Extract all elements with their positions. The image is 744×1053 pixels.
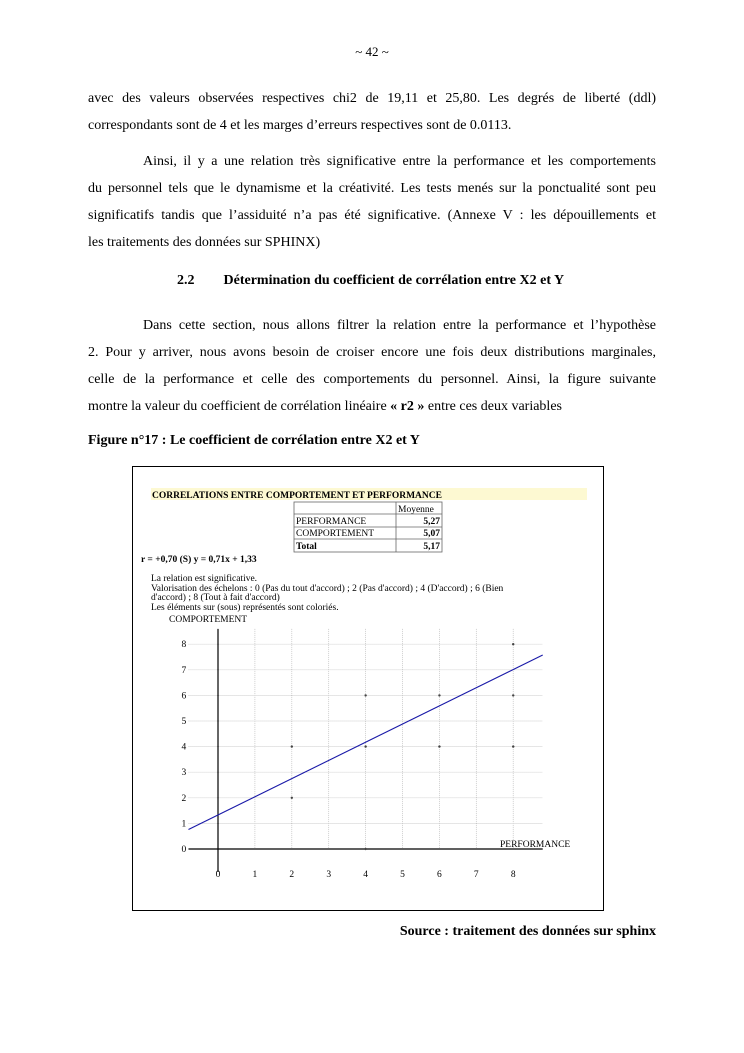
note-line: d'accord) ; 8 (Tout à fait d'accord) xyxy=(151,593,280,603)
source-note: Source : traitement des données sur sphinx xyxy=(399,924,656,939)
regression-equation: r = +0,70 (S) y = 0,71x + 1,33 xyxy=(141,555,257,565)
figure-frame xyxy=(132,466,604,911)
data-point xyxy=(364,745,366,747)
data-point xyxy=(438,745,440,747)
section-heading xyxy=(177,273,564,289)
data-point xyxy=(291,797,293,799)
note-line: La relation est significative. xyxy=(151,574,258,584)
data-point xyxy=(364,694,366,696)
y-tick-label: 7 xyxy=(181,665,187,676)
table-row-value: 5,17 xyxy=(423,542,440,552)
x-axis-label: PERFORMANCE xyxy=(500,840,571,850)
y-tick-label: 2 xyxy=(181,793,187,804)
data-point xyxy=(512,694,514,696)
x-tick-label: 4 xyxy=(363,870,368,881)
y-tick-label: 4 xyxy=(181,742,187,753)
paragraph-2 xyxy=(88,148,656,256)
data-point xyxy=(291,745,293,747)
x-tick-label: 5 xyxy=(400,870,405,881)
text-line: correspondants sont de 4 et les marges d’erreurs respectives sont de 0.0113. xyxy=(88,118,512,133)
means-table xyxy=(294,502,442,552)
table-header: Moyenne xyxy=(398,505,434,515)
text-span: entre ces deux variables xyxy=(424,399,562,414)
text-span: montre la valeur du coefficient de corrélation linéaire xyxy=(88,399,391,414)
x-tick-label: 2 xyxy=(289,870,295,881)
text-line: du personnel tels que le dynamisme et la créativité. Les tests menés sur la ponctualité sont peu xyxy=(88,181,656,196)
x-tick-label: 8 xyxy=(510,870,516,881)
text-line: Dans cette section, nous allons filtrer la relation entre la performance et l’hypothèse xyxy=(143,318,656,333)
y-tick-label: 5 xyxy=(181,717,187,727)
x-tick-label: 6 xyxy=(437,870,442,881)
paragraph-1 xyxy=(88,85,656,139)
figure-caption: Figure n°17 : Le coefficient de corrélation entre X2 et Y xyxy=(88,433,420,448)
y-tick-label: 1 xyxy=(181,819,187,830)
y-axis-label: COMPORTEMENT xyxy=(169,615,248,625)
x-tick-label: 1 xyxy=(252,870,258,881)
data-point xyxy=(512,745,514,747)
table-row-label: PERFORMANCE xyxy=(296,517,367,527)
chart-notes xyxy=(151,573,504,613)
text-line: 2. Pour y arriver, nous avons besoin de croiser encore une fois deux distributions marginales, xyxy=(88,345,656,360)
text-line xyxy=(88,393,656,420)
text-line: celle de la performance et celle des comportements du personnel. Ainsi, la figure suivante xyxy=(88,372,656,387)
r2-bold: « r2 » xyxy=(390,399,425,414)
table-row-value: 5,27 xyxy=(423,517,440,527)
note-line: Les éléments sur (sous) représentés sont coloriés. xyxy=(151,603,339,613)
page-number: ~ 42 ~ xyxy=(355,44,389,59)
x-tick-label: 3 xyxy=(326,870,332,881)
note-line: Valorisation des échelons : 0 (Pas du tout d'accord) ; 2 (Pas d'accord) ; 4 (D'accord) ; 6 (Bien xyxy=(151,584,504,594)
section-number: 2.2 xyxy=(177,273,195,288)
table-row-label: Total xyxy=(296,542,317,552)
y-tick-label: 0 xyxy=(181,845,187,855)
data-point xyxy=(364,848,366,850)
text-line: avec des valeurs observées respectives chi2 de 19,11 et 25,80. Les degrés de liberté (ddl) xyxy=(88,91,656,106)
x-tick-label: 0 xyxy=(215,870,221,881)
text-line: les traitements des données sur SPHINX) xyxy=(88,235,321,250)
text-line: significatifs tandis que l’assiduité n’a pas été significative. (Annexe V : les dépouillements et xyxy=(88,208,656,223)
chart-title: CORRELATIONS ENTRE COMPORTEMENT ET PERFORMANCE xyxy=(152,491,442,501)
y-tick-label: 3 xyxy=(181,768,187,779)
y-tick-label: 6 xyxy=(181,691,187,702)
table-row-value: 5,07 xyxy=(423,529,440,539)
y-tick-label: 8 xyxy=(181,640,187,651)
paragraph-3 xyxy=(88,312,656,420)
data-point xyxy=(512,643,514,645)
x-tick-label: 7 xyxy=(473,870,479,881)
data-point xyxy=(438,694,440,696)
table-row-label: COMPORTEMENT xyxy=(296,529,375,539)
correlation-chart xyxy=(133,467,603,910)
text-line: Ainsi, il y a une relation très significative entre la performance et les comportements xyxy=(143,154,656,169)
section-title: Détermination du coefficient de corrélation entre X2 et Y xyxy=(223,273,565,288)
